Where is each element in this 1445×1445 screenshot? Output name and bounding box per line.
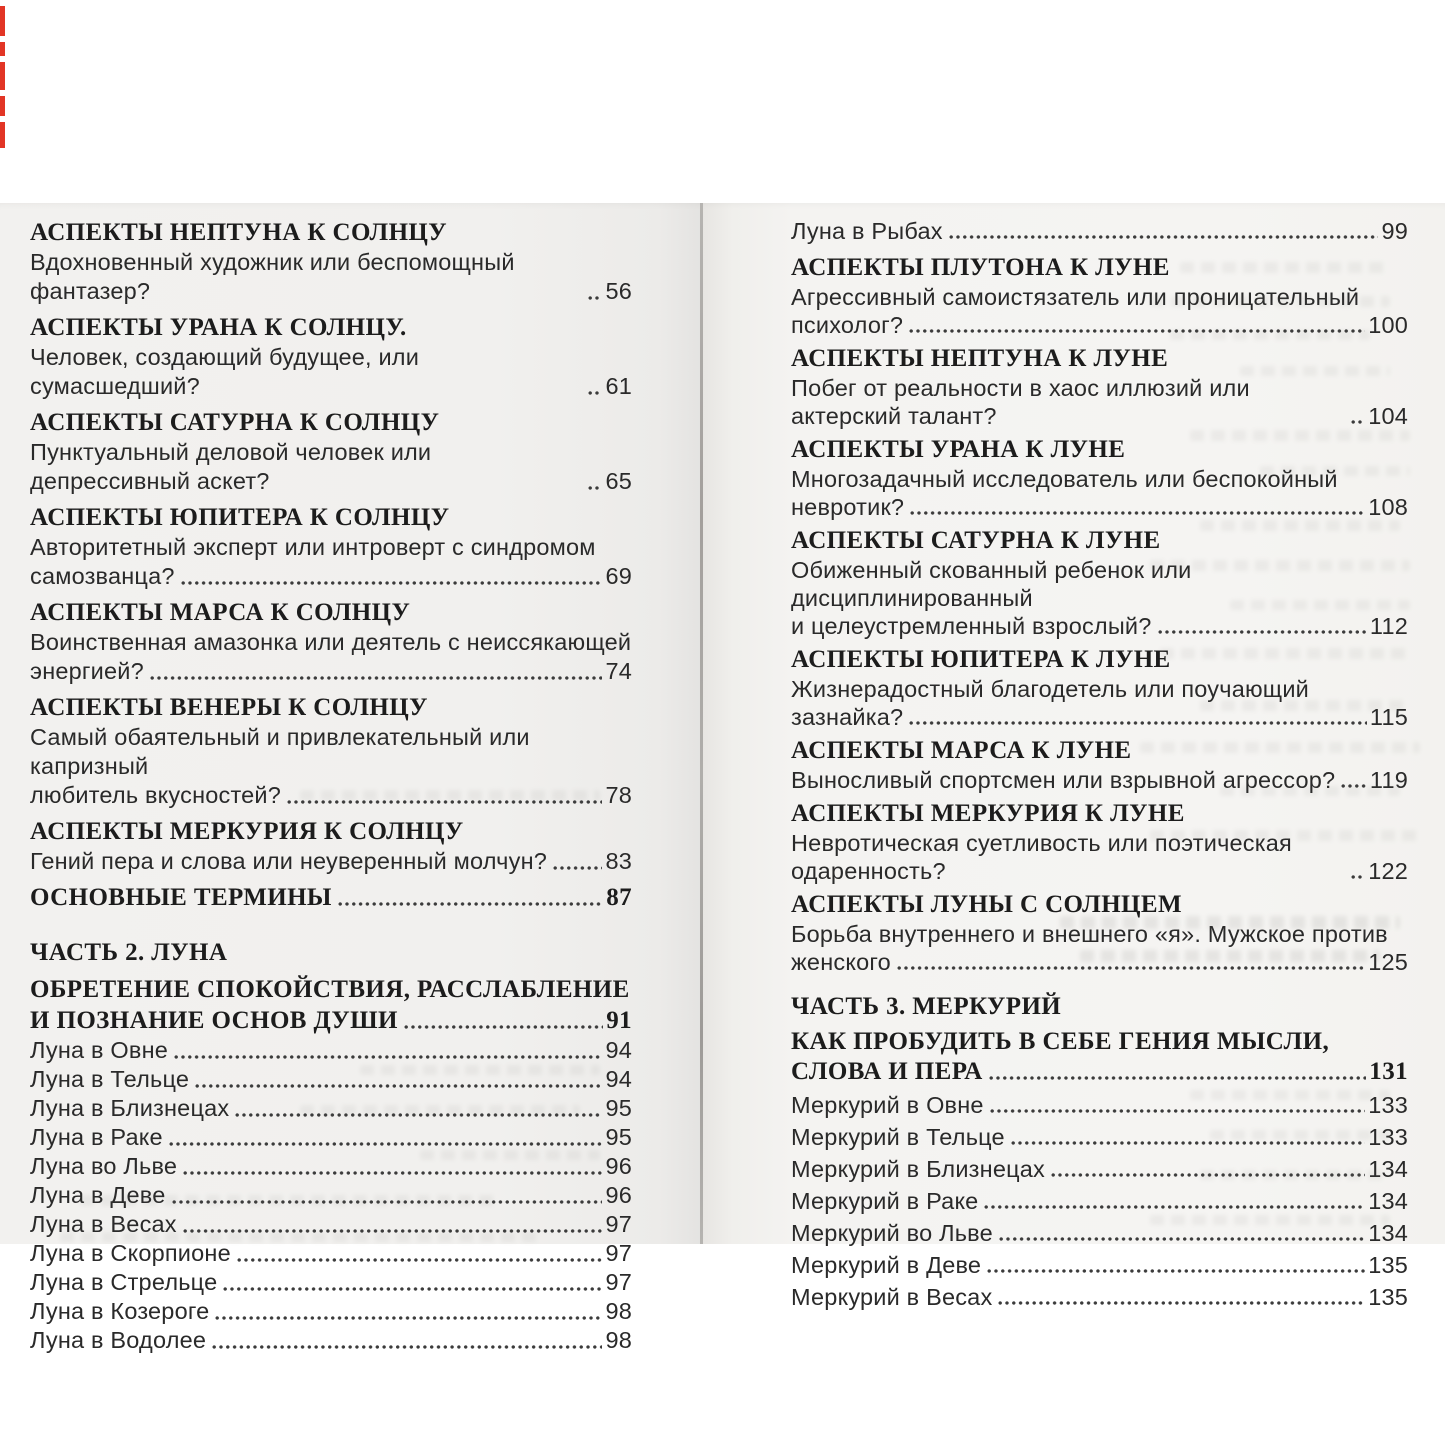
toc-heading xyxy=(30,816,632,847)
toc-heading xyxy=(30,312,632,343)
right-page xyxy=(703,203,1445,1310)
dot-leader xyxy=(172,1198,603,1206)
toc-line xyxy=(30,657,632,686)
toc-line xyxy=(30,974,632,1005)
toc-text: Луна в Козероге xyxy=(30,1298,210,1324)
toc-text: Луна в Овне xyxy=(30,1037,169,1063)
toc-heading xyxy=(30,882,632,913)
toc-text: Гений пера и слова или неуверенный молчун? xyxy=(30,848,548,874)
toc-line xyxy=(791,217,1408,245)
toc-heading xyxy=(791,1027,1408,1087)
toc-line xyxy=(30,343,632,401)
page-number: 65 xyxy=(605,468,632,494)
page-number: 108 xyxy=(1368,494,1408,520)
toc-heading xyxy=(791,890,1408,920)
page-number: 94 xyxy=(605,1066,632,1092)
page-number: 98 xyxy=(605,1327,632,1353)
dot-leader xyxy=(181,579,603,587)
dot-leader xyxy=(897,964,1365,972)
toc-entry xyxy=(30,628,632,686)
toc-text: Борьба внутреннего и внешнего «я». Мужское против xyxy=(791,921,1388,947)
toc-text: АСПЕКТЫ МЕРКУРИЯ К СОЛНЦУ xyxy=(30,818,464,845)
toc-line xyxy=(30,1123,632,1152)
toc-text: Меркурий во Льве xyxy=(791,1220,993,1246)
dot-leader xyxy=(223,1285,602,1293)
toc-entry xyxy=(791,1283,1408,1311)
dot-leader xyxy=(949,233,1379,241)
photo-edge-artifact xyxy=(0,62,5,90)
toc-text: Побег от реальности в хаос иллюзий или актерский талант? xyxy=(791,375,1257,429)
page-number: 135 xyxy=(1368,1252,1408,1278)
toc-entry xyxy=(30,1065,632,1094)
toc-entry xyxy=(791,766,1408,794)
photo-edge-artifact xyxy=(0,42,5,56)
toc-line xyxy=(30,407,632,438)
toc-entry xyxy=(791,675,1408,731)
toc-text: Меркурий в Близнецах xyxy=(791,1156,1045,1182)
toc-line xyxy=(30,1268,632,1297)
page-number: 119 xyxy=(1369,767,1408,793)
toc-text: Луна в Весах xyxy=(30,1211,177,1237)
dot-leader xyxy=(1051,1171,1365,1179)
dot-leader xyxy=(1341,782,1367,790)
toc-line xyxy=(791,645,1408,675)
page-number: 61 xyxy=(605,373,632,399)
page-number: 95 xyxy=(605,1124,632,1150)
toc-heading xyxy=(30,692,632,723)
toc-part-heading xyxy=(791,992,1408,1022)
toc-line xyxy=(791,1251,1408,1279)
dot-leader xyxy=(989,1074,1367,1082)
page-number: 104 xyxy=(1368,403,1408,429)
toc-line xyxy=(30,1210,632,1239)
toc-line xyxy=(791,948,1408,976)
page-number: 100 xyxy=(1368,312,1408,338)
toc-text: ЧАСТЬ 3. МЕРКУРИЙ xyxy=(791,993,1062,1020)
toc-entry xyxy=(30,847,632,876)
toc-text: Луна во Льве xyxy=(30,1153,178,1179)
dot-leader xyxy=(215,1314,602,1322)
dot-leader xyxy=(553,864,602,872)
toc-line xyxy=(30,692,632,723)
toc-text: Луна в Тельце xyxy=(30,1066,190,1092)
toc-part-heading xyxy=(30,937,632,968)
toc-text: АСПЕКТЫ МЕРКУРИЯ К ЛУНЕ xyxy=(791,800,1185,827)
toc-text: АСПЕКТЫ УРАНА К СОЛНЦУ. xyxy=(30,314,407,341)
toc-text: СЛОВА И ПЕРА xyxy=(791,1058,983,1085)
toc-line xyxy=(30,1094,632,1123)
toc-line xyxy=(30,217,632,248)
toc-line xyxy=(791,829,1408,885)
toc-line xyxy=(30,937,632,968)
dot-leader xyxy=(287,798,602,806)
toc-heading xyxy=(30,597,632,628)
toc-line xyxy=(791,1187,1408,1215)
toc-heading xyxy=(791,526,1408,556)
toc-text: АСПЕКТЫ САТУРНА К ЛУНЕ xyxy=(791,527,1161,554)
toc-text: АСПЕКТЫ УРАНА К ЛУНЕ xyxy=(791,436,1126,463)
toc-heading xyxy=(30,217,632,248)
page-number: 74 xyxy=(605,658,632,684)
page-number: 91 xyxy=(606,1007,632,1034)
toc-text: Авторитетный эксперт или интроверт с синдромом xyxy=(30,534,596,560)
toc-heading xyxy=(30,502,632,533)
toc-line xyxy=(791,1283,1408,1311)
toc-entry xyxy=(791,1219,1408,1247)
toc-heading xyxy=(791,435,1408,465)
toc-text: АСПЕКТЫ ПЛУТОНА К ЛУНЕ xyxy=(791,254,1170,281)
toc-text: зазнайка? xyxy=(791,704,904,730)
toc-text: любитель вкусностей? xyxy=(30,782,282,808)
page-number: 133 xyxy=(1368,1124,1408,1150)
toc-text: Выносливый спортсмен или взрывной агрессор? xyxy=(791,767,1336,793)
dot-leader xyxy=(338,900,603,908)
toc-entry xyxy=(791,1123,1408,1151)
dot-leader xyxy=(183,1227,603,1235)
toc-text: АСПЕКТЫ МАРСА К ЛУНЕ xyxy=(791,737,1132,764)
toc-text: АСПЕКТЫ НЕПТУНА К СОЛНЦУ xyxy=(30,219,448,246)
toc-line xyxy=(30,438,632,496)
toc-entry xyxy=(30,1268,632,1297)
toc-line xyxy=(791,1091,1408,1119)
dot-leader xyxy=(984,1203,1365,1211)
toc-text: энергией? xyxy=(30,658,144,684)
page-number: 131 xyxy=(1369,1058,1408,1085)
toc-text: Невротическая суетливость или поэтическая одаренность? xyxy=(791,830,1299,884)
toc-entry xyxy=(30,343,632,401)
toc-text: ЧАСТЬ 2. ЛУНА xyxy=(30,939,228,966)
page-number: 134 xyxy=(1368,1220,1408,1246)
toc-entry xyxy=(30,1152,632,1181)
dot-leader xyxy=(169,1140,603,1148)
toc-line xyxy=(791,992,1408,1022)
toc-line xyxy=(791,253,1408,283)
toc-text: Самый обаятельный и привлекательный или капризный xyxy=(30,724,537,779)
toc-text: ОБРЕТЕНИЕ СПОКОЙСТВИЯ, РАССЛАБЛЕНИЕ xyxy=(30,976,630,1003)
toc-entry xyxy=(791,1091,1408,1119)
dot-leader xyxy=(990,1107,1366,1115)
dot-leader xyxy=(174,1053,602,1061)
toc-text: Вдохновенный художник или беспомощный фантазер? xyxy=(30,249,522,304)
toc-entry xyxy=(30,723,632,810)
toc-line xyxy=(791,283,1408,311)
toc-text: АСПЕКТЫ ЛУНЫ С СОЛНЦЕМ xyxy=(791,891,1182,918)
dot-leader xyxy=(910,509,1365,517)
toc-line xyxy=(791,526,1408,556)
toc-text: женского xyxy=(791,949,891,975)
toc-text: Пунктуальный деловой человек или депрессивный аскет? xyxy=(30,439,438,494)
toc-heading xyxy=(30,407,632,438)
toc-text: АСПЕКТЫ НЕПТУНА К ЛУНЕ xyxy=(791,345,1169,372)
page-number: 112 xyxy=(1369,613,1408,639)
toc-line xyxy=(30,1181,632,1210)
toc-line xyxy=(30,1065,632,1094)
dot-leader xyxy=(195,1082,602,1090)
toc-text: Меркурий в Овне xyxy=(791,1092,984,1118)
dot-leader xyxy=(1011,1139,1365,1147)
toc-text: невротик? xyxy=(791,494,905,520)
page-number: 83 xyxy=(605,848,632,874)
toc-text: и целеустремленный взрослый? xyxy=(791,613,1152,639)
toc-heading xyxy=(30,974,632,1036)
page-number: 134 xyxy=(1368,1188,1408,1214)
toc-entry xyxy=(30,438,632,496)
toc-entry xyxy=(791,374,1408,430)
dot-leader xyxy=(1351,418,1365,426)
toc-entry xyxy=(30,1094,632,1123)
dot-leader xyxy=(909,719,1367,727)
dot-leader xyxy=(1158,628,1367,636)
toc-text: АСПЕКТЫ САТУРНА К СОЛНЦУ xyxy=(30,409,440,436)
toc-text: психолог? xyxy=(791,312,904,338)
toc-text: Меркурий в Тельце xyxy=(791,1124,1005,1150)
toc-heading xyxy=(791,799,1408,829)
toc-text: И ПОЗНАНИЕ ОСНОВ ДУШИ xyxy=(30,1007,398,1034)
page-number: 95 xyxy=(605,1095,632,1121)
toc-line xyxy=(791,736,1408,766)
toc-entry xyxy=(30,533,632,591)
toc-line xyxy=(30,533,632,562)
photo-edge-artifact xyxy=(0,96,5,116)
page-number: 97 xyxy=(605,1240,632,1266)
photo-edge-artifact xyxy=(0,122,5,148)
dot-leader xyxy=(183,1169,602,1177)
toc-entry xyxy=(30,1297,632,1326)
toc-text: Меркурий в Деве xyxy=(791,1252,982,1278)
page-number: 94 xyxy=(605,1037,632,1063)
toc-text: АСПЕКТЫ МАРСА К СОЛНЦУ xyxy=(30,599,411,626)
toc-line xyxy=(791,1219,1408,1247)
left-page xyxy=(0,203,701,1353)
toc-line xyxy=(30,312,632,343)
toc-line xyxy=(30,597,632,628)
page-number: 122 xyxy=(1368,858,1408,884)
toc-text: Меркурий в Раке xyxy=(791,1188,979,1214)
toc-line xyxy=(791,1123,1408,1151)
toc-entry xyxy=(791,556,1408,640)
toc-text: АСПЕКТЫ ЮПИТЕРА К ЛУНЕ xyxy=(791,646,1171,673)
toc-line xyxy=(791,374,1408,430)
dot-leader xyxy=(212,1343,602,1351)
toc-line xyxy=(791,703,1408,731)
toc-line xyxy=(791,766,1408,794)
page-number: 133 xyxy=(1368,1092,1408,1118)
page-number: 98 xyxy=(605,1298,632,1324)
page-number: 135 xyxy=(1368,1284,1408,1310)
toc-line xyxy=(30,816,632,847)
photo-edge-artifact xyxy=(0,6,5,36)
dot-leader xyxy=(987,1267,1365,1275)
toc-text: Обиженный скованный ребенок или дисциплинированный xyxy=(791,557,1199,611)
toc-line xyxy=(791,920,1408,948)
toc-heading xyxy=(791,344,1408,374)
toc-line xyxy=(791,493,1408,521)
toc-line xyxy=(791,556,1408,612)
toc-line xyxy=(30,1326,632,1355)
toc-line xyxy=(30,1152,632,1181)
toc-line xyxy=(30,628,632,657)
dot-leader xyxy=(909,327,1365,335)
toc-text: АСПЕКТЫ ВЕНЕРЫ К СОЛНЦУ xyxy=(30,694,428,721)
toc-entry xyxy=(30,1239,632,1268)
toc-line xyxy=(791,675,1408,703)
toc-line xyxy=(30,1005,632,1036)
toc-entry xyxy=(30,1123,632,1152)
toc-text: Луна в Деве xyxy=(30,1182,166,1208)
dot-leader xyxy=(998,1299,1365,1307)
page-number: 87 xyxy=(606,884,632,911)
dot-leader xyxy=(588,484,602,492)
page-number: 115 xyxy=(1369,704,1408,730)
toc-text: Луна в Рыбах xyxy=(791,218,943,244)
page-number: 96 xyxy=(605,1153,632,1179)
toc-text: Луна в Стрельце xyxy=(30,1269,218,1295)
toc-heading xyxy=(791,645,1408,675)
toc-entry xyxy=(791,1187,1408,1215)
toc-line xyxy=(30,723,632,781)
toc-text: АСПЕКТЫ ЮПИТЕРА К СОЛНЦУ xyxy=(30,504,450,531)
toc-line xyxy=(791,311,1408,339)
page-number: 56 xyxy=(605,278,632,304)
toc-text: Жизнерадостный благодетель или поучающий xyxy=(791,676,1309,702)
toc-text: ОСНОВНЫЕ ТЕРМИНЫ xyxy=(30,884,332,911)
toc-entry xyxy=(791,1251,1408,1279)
page-number: 134 xyxy=(1368,1156,1408,1182)
dot-leader xyxy=(235,1111,602,1119)
toc-entry xyxy=(30,1036,632,1065)
toc-line xyxy=(791,465,1408,493)
toc-entry xyxy=(791,283,1408,339)
toc-line xyxy=(791,344,1408,374)
dot-leader xyxy=(999,1235,1365,1243)
toc-text: Меркурий в Весах xyxy=(791,1284,993,1310)
page-number: 99 xyxy=(1381,218,1408,244)
toc-line xyxy=(30,1036,632,1065)
page-number: 69 xyxy=(605,563,632,589)
toc-text: Воинственная амазонка или деятель с неиссякающей xyxy=(30,629,632,655)
toc-line xyxy=(30,781,632,810)
dot-leader xyxy=(404,1023,603,1031)
toc-entry xyxy=(791,217,1408,245)
toc-entry xyxy=(791,829,1408,885)
toc-entry xyxy=(791,1155,1408,1183)
toc-line xyxy=(791,890,1408,920)
toc-line xyxy=(791,1057,1408,1087)
toc-heading xyxy=(791,736,1408,766)
dot-leader xyxy=(588,294,602,302)
toc-text: Человек, создающий будущее, или сумасшедший? xyxy=(30,344,426,399)
toc-text: Луна в Раке xyxy=(30,1124,163,1150)
toc-line xyxy=(30,502,632,533)
dot-leader xyxy=(237,1256,603,1264)
dot-leader xyxy=(1351,873,1365,881)
toc-line xyxy=(30,1297,632,1326)
page-number: 78 xyxy=(605,782,632,808)
toc-entry xyxy=(791,465,1408,521)
toc-entry xyxy=(30,1326,632,1355)
toc-entry xyxy=(30,1181,632,1210)
toc-text: Луна в Близнецах xyxy=(30,1095,230,1121)
toc-line xyxy=(30,882,632,913)
toc-entry xyxy=(791,920,1408,976)
toc-text: Луна в Скорпионе xyxy=(30,1240,231,1266)
toc-line xyxy=(791,1155,1408,1183)
page-number: 125 xyxy=(1368,949,1408,975)
toc-line xyxy=(791,435,1408,465)
toc-heading xyxy=(791,253,1408,283)
toc-line xyxy=(791,1027,1408,1057)
toc-line xyxy=(791,612,1408,640)
toc-line xyxy=(30,248,632,306)
toc-text: самозванца? xyxy=(30,563,175,589)
dot-leader xyxy=(588,389,602,397)
toc-line xyxy=(30,847,632,876)
toc-line xyxy=(30,1239,632,1268)
toc-entry xyxy=(30,1210,632,1239)
dot-leader xyxy=(150,674,603,682)
toc-line xyxy=(791,799,1408,829)
toc-entry xyxy=(30,248,632,306)
toc-text: КАК ПРОБУДИТЬ В СЕБЕ ГЕНИЯ МЫСЛИ, xyxy=(791,1028,1330,1055)
toc-text: Луна в Водолее xyxy=(30,1327,207,1353)
page-number: 96 xyxy=(605,1182,632,1208)
page-number: 97 xyxy=(605,1211,632,1237)
toc-line xyxy=(30,562,632,591)
toc-text: Агрессивный самоистязатель или проницательный xyxy=(791,284,1360,310)
page-number: 97 xyxy=(605,1269,632,1295)
toc-text: Многозадачный исследователь или беспокойный xyxy=(791,466,1338,492)
